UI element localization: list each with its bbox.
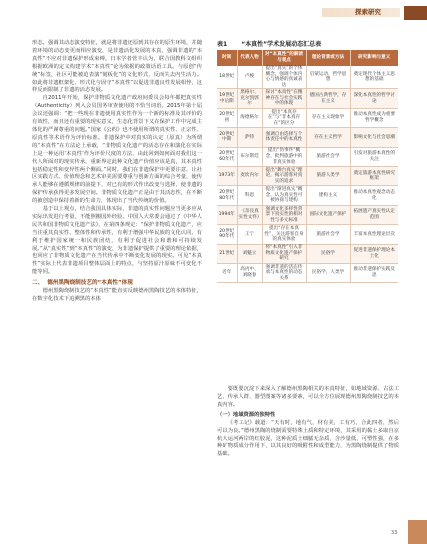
table-cell: 布尔斯廷 [237,147,262,166]
table-cell: 萨特 [237,128,262,147]
table-cell: 探讨“本真性”在精神存在与社会实践中的体现 [262,89,306,108]
table-row [217,147,398,166]
table-row [217,128,398,147]
table-cell: 德国古典哲学，存在主义 [306,89,350,108]
table-cell: 18世纪 [217,66,237,89]
body-paragraph: 自2011年开始，保护非物质文化遗产政府间委员会每年都把真实性（Authenticity）列入会员国务审查使用的不恰当词语。2015年第十届会议还强调：“把一些现在非遗使用真实性作为一个新的标准及其评价的有效性，而且还有重要的现实意义，生态化背景下又在保护工作中完成主体化的严谨尊重的问题。”国家《公约》也不使用所谓的真实性、正宗性、原真性等术语作为评价标准。非遗保护中对真实的认定（原真）为所谓的“本真性”在方法论上承载，“非物质文化遗产的活态存在和演化在实际上是一种运用‘本真性’作为评价尺度的方法，由此回到如何面对我们这一代人所面对的现实传承，重新界定此种文化遗产价值应该是真，其本真性包括稳定性和变异性两个侧面。”同时，我们在非遗保护中更要注意，让社区实践方式、价值理念和艺术审美需要尊重与创新方面的综合考量，使传承人能够在遵循规律的前提下，对已有的形式作出改变与选择，使非遗的保护传承获得更多发展空间。非物质文化遗产正是由于其活态性，在不断的被创造中保持着新的生命力，体现出了当代传统的价值。 [32,95,202,205]
table-cell: 强调自由选择与个体责任中的本真性 [262,128,306,147]
table-cell: 提出“存在本真性”，关注游客自身的真实体验 [262,225,306,244]
table-header-cell: 时间 [217,50,237,66]
table-cell: 引发对旅游本真性的关注 [350,147,398,166]
summary-table [217,50,398,283]
table-cell: 海德格尔 [237,108,262,127]
table-cell: 黑格尔、克尔凯郭尔 [237,89,262,108]
table-cell: 20世纪90年代 [217,225,237,244]
table-cell: 20世纪初 [217,108,237,127]
body-paragraph: 要既要沉淀下来深入了解德州黑陶相关的本真特征，如地域资源、古法工艺、传承人群、器型图案等诸多要素，可以全方位展现德州黑陶烧制技艺的本真内容。 [217,386,399,408]
table-cell: 提出“舞台真实”理论，揭示游客对真实的追求 [262,166,306,185]
table-cell: 卢梭 [237,66,262,89]
page-corner-strip [408,520,427,544]
table-cell: 启蒙运动，哲学思想 [306,66,350,89]
sub-heading [217,411,399,420]
table-cell: 丰富本真性理论层次 [350,225,398,244]
table-row [217,166,398,185]
body-paragraph: 形态。强调其动态演变特征，就是将非遗还原到其存在的原生环境，并随着环境的动态变更而相应演变，是非遗活化发展的本真，强调非遗的“本真性”不应对非遗保护形成束缚。日本学者菅丰认为，联合国教科文组织根据欧洲的定义构建学术“本真性”论为依据的政策话语工具。与原创“传统”标签，社区可能被迫表演“刻板化”的文化形式，反而失去内生活力。如此将非遗框架化、形式化与固守“本真性”以促进非遗良性发展相悖，这样反而限制了非遗的活态发展。 [32,40,202,94]
table-header-cell: 理论背景或方法 [306,50,350,66]
table-cell: 《奈良真实性文件》 [237,205,262,224]
table-cell: 建构主义 [306,186,350,205]
table-cell: 将“本真性”引入非物质文化遗产保护研究 [262,244,306,263]
table-cell: 存在主义哲学 [306,128,350,147]
body-paragraph: 基于以上观点，结合我国具体实际，非遗的真实性问题应当更多应从实际出发进行考量，不能照搬国外经验。中国人大常委会通过了《中华人民共和国非物质文化遗产法》，在第四条规定：“保护非物质文化遗产，应当注重其真实性、整体性和传承性，有利于增强中华民族的文化认同，有利于维护国家统一和民族团结，有利于促进社会和谐和可持续发展。”从“真实性”到“本真性”的演变，为非遗保护提供了重要的理论依据，也回应了非物质文化遗产在当代传承中不断变化发展的现实。可见“本真性”实际上代表非遗项目整体层面上的特点，与坚持原汁原味不可变化不能等同。 [32,206,202,276]
table-header-cell: 对“本真性”的解读与观点 [262,50,306,66]
table-cell: 国际文化遗产保护 [306,205,350,224]
section-heading-number: 二、 [32,280,44,287]
table-title [217,40,397,49]
page-number: 33 [391,530,398,536]
table-row [217,205,398,224]
right-column [217,386,399,459]
table-cell: 近年 [217,263,237,282]
section-heading [32,279,202,288]
table-cell: 20世纪80年代 [217,186,237,205]
table-cell: 1994年 [217,205,237,224]
table-cell: 奠定旅游本真性研究框架 [350,166,398,185]
table-header-row [217,50,398,66]
body-paragraph: 《考工记》载道：“天有时，地有气，材有美，工有巧，合此四者，然后可以为良。”德州黑陶的烧制需要特殊土质和特定环境，其采用的黏土多取自京杭大运河两岸的红胶泥，这种泥质土细腻无杂质，含沙量低、可塑性强，在多种矿物质成分作用下，以其良好的吸附性和成型能力，为黑陶烧制提供了物质基础。 [217,419,399,458]
table-cell: 拓展遗产真实性认定范围 [350,205,398,224]
sub-heading-number: （一） [217,411,233,418]
table-header-cell: 代表人物 [237,50,262,66]
table-cell: 促进非遗保护理论本土化 [350,244,398,263]
table-row [217,263,398,282]
left-column [32,40,202,304]
sub-heading-text: 地域资源的独特性 [232,411,276,418]
table-cell: 1973年 [217,166,237,185]
table-cell: 提出“伪事件”概念，批判旅游中的非真实体验 [262,147,306,166]
table-cell: 强调文化多样性背景下真实性的相对性与多元标准 [262,205,306,224]
table-cell: 影响文化与社会思潮 [350,128,398,147]
table-cell: 存在主义现象学 [306,108,350,127]
table-cell: 王宁 [237,225,262,244]
table-header-cell: 研究影响与意义 [350,50,398,66]
table-cell: 旅游人类学 [306,166,350,185]
table-cell: 刘魁立 [237,244,262,263]
table-cell: 20世纪60年代 [217,147,237,166]
table-title-text: “本真性”学术发展动态汇总表 [241,41,322,48]
body-paragraph: 德州黑陶烧制技艺的“本真性”能直实反映德州黑陶技艺的本体特征，在数字化技术下追溯黑的本体 [32,288,202,303]
table-cell: 旅游社会学 [306,225,350,244]
table-cell: 提出“本真存在”与“非本真存在”的区分 [262,108,306,127]
section-tag: 探索研究 [355,8,381,16]
table-cell: 麦坎内尔 [237,166,262,185]
table-cell: 推动非遗保护实践反思 [350,263,398,282]
header-color-bar [404,6,427,20]
table-cell: 民俗学 [306,244,350,263]
table-row [217,66,398,89]
table-row [217,89,398,108]
table-cell: 科恩 [237,186,262,205]
table-cell: 民俗学，人类学 [306,263,350,282]
table-cell: 提出“真实”的个体概念，强调个体内心与情感的真诚表达 [262,66,306,89]
table-cell: 推动本真性成为重要哲学概念 [350,108,398,127]
table-cell: 旅游社会学 [306,147,350,166]
table-row [217,186,398,205]
table-number: 表1 [217,41,228,48]
table-cell: 深化本真性的哲学讨论 [350,89,398,108]
table-row [217,244,398,263]
table-row [217,108,398,127]
table-cell: 奠定现代个体主义思想的基础 [350,66,398,89]
table-cell: 强调非遗的活态传承与本真性的动态关系 [262,263,306,282]
table-cell: 推动本真性观念动态化 [350,186,398,205]
table-cell: 20世纪中期 [217,128,237,147]
table-cell: 19世纪中后期 [217,89,237,108]
table-cell: 21世纪 [217,244,237,263]
table-cell: 高丙中、刘晓春 [237,263,262,282]
table-cell: 提出“渐进真实”概念，认为真实性可被协商与建构 [262,186,306,205]
section-heading-text: 德州黑陶烧制技艺的“本真性”体现 [47,280,133,287]
table-row [217,225,398,244]
